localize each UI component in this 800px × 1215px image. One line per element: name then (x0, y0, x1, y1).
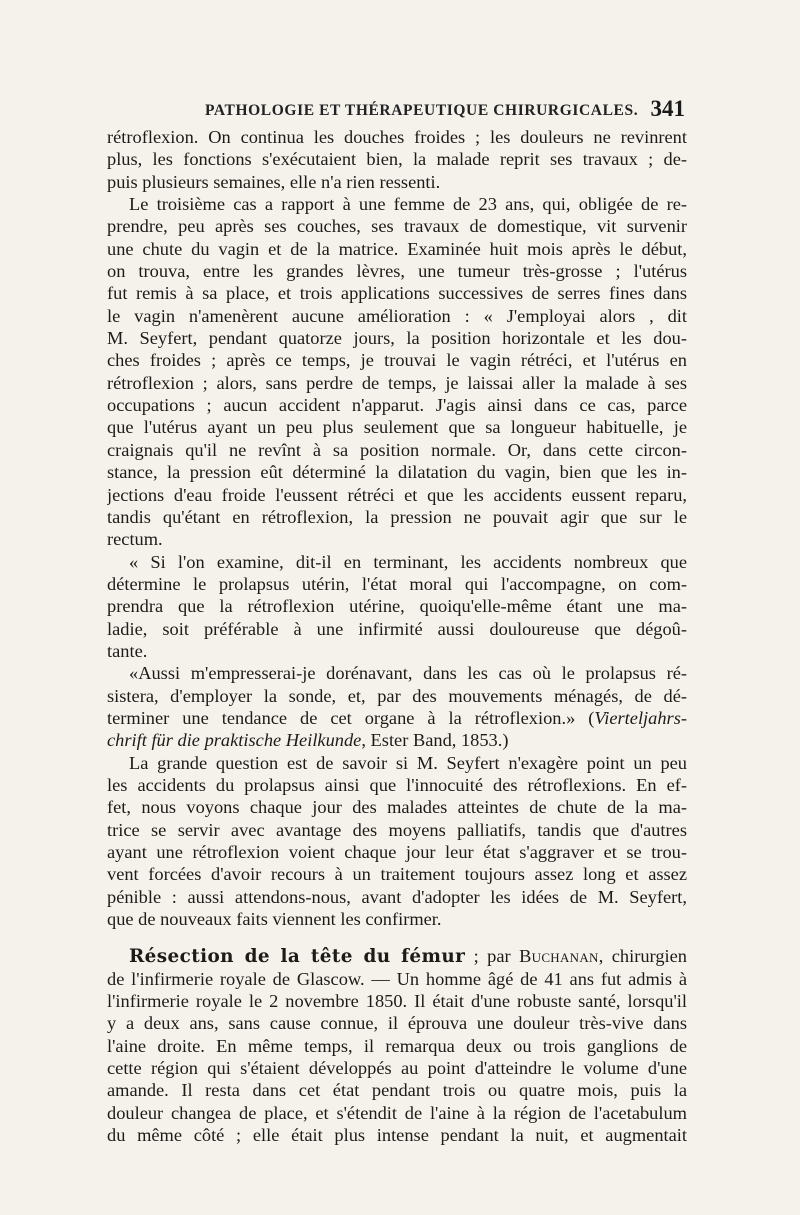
paragraph-commentary (107, 752, 687, 931)
text-line: rectum. (107, 529, 163, 550)
text-line: trice se servir avec avantage des moyens palliatifs, tandis que d'autres (107, 819, 687, 840)
text-line: on trouva, entre les grandes lèvres, une tumeur très-grosse ; l'utérus (107, 261, 687, 282)
text-line: ladie, soit préférable à une infirmité aussi douloureuse que dégoû- (107, 618, 687, 639)
text-line: sistera, d'employer la sonde, et, par des mouvements ménagés, de dé- (107, 685, 687, 706)
body-text (107, 126, 687, 1146)
citation-paren: ( (588, 707, 595, 728)
text-line: détermine le prolapsus utérin, l'état moral qui l'accompagne, on com- (107, 573, 687, 594)
text-line: vent forcées d'avoir recours à un traitement toujours assez long et assez (107, 864, 687, 885)
text-line: l'aine droite. En même temps, il remarqua deux ou trois ganglions de (107, 1035, 687, 1056)
text-line: douleur changea de place, et s'étendit de l'aine à la région de l'acetabulum (107, 1102, 687, 1123)
text-line: stance, la pression eût déterminé la dilatation du vagin, bien que les in- (107, 462, 687, 483)
text-line: prendre, peu après ses couches, ses travaux de domestique, vit survenir (107, 216, 687, 237)
text-line: « Si l'on examine, dit-il en terminant, les accidents nombreux que (129, 551, 687, 572)
text-line: rétroflexion. On continua les douches froides ; les douleurs ne revinrent (107, 127, 687, 147)
text-line: ayant une rétroflexion voient chaque jour leur état s'aggraver et se trou- (107, 842, 687, 862)
text-line: La grande question est de savoir si M. Seyfert n'exagère point un peu (129, 752, 687, 773)
citation-rest: , Ester Band, 1853.) (361, 730, 509, 751)
paragraph-third-case (107, 193, 687, 551)
text-line: fut remis à sa place, et trois applications successives de serres fines dans (107, 283, 687, 304)
section-gap (107, 930, 687, 945)
text-line: l'infirmerie royale le 2 novembre 1850. Il était d'une robuste santé, lorsqu'il (107, 991, 687, 1012)
text-segment: ; par (465, 946, 520, 967)
author-name: Buchanan (519, 946, 599, 967)
text-line: le vagin n'amenèrent aucune amélioration : « J'employai alors , dit (107, 305, 687, 326)
text-line: que de nouveaux faits viennent les confirmer. (107, 909, 442, 930)
text-line: tandis qu'étant en rétroflexion, la pression ne pouvait agir que sur le (107, 506, 687, 527)
text-line: jections d'eau froide l'eussent rétréci et que les accidents eussent reparu, (107, 484, 687, 505)
text-line: ches froides ; après ce temps, je trouvai le vagin rétréci, et l'utérus en (107, 350, 687, 371)
text-line (107, 707, 687, 729)
text-line: fet, nous voyons chaque jour des malades atteintes de chute de la ma- (107, 797, 687, 818)
paragraph-continuation (107, 126, 687, 193)
paragraph-quotation-end (107, 662, 687, 751)
running-head (205, 96, 685, 124)
text-line: rétroflexion ; alors, sans perdre de temps, je laissai aller la malade à ses (107, 372, 687, 393)
text-line: y a deux ans, sans cause connue, il éprouva une douleur très-vive dans (107, 1013, 687, 1034)
text-line: M. Seyfert, pendant quatorze jours, la position horizontale et les dou- (107, 328, 687, 349)
paragraph-quotation (107, 551, 687, 663)
text-line: pénible : aussi attendons-nous, avant d'adopter les idées de M. Seyfert, (107, 886, 687, 907)
section-resection (107, 945, 687, 1146)
text-segment: terminer une tendance de cet organe à la rétroflexion.» (107, 707, 589, 728)
text-line: une chute du vagin et de la matrice. Examinée huit mois après le début, (107, 238, 687, 259)
running-title: PATHOLOGIE ET THÉRAPEUTIQUE CHIRURGICALES. (205, 102, 639, 119)
text-line: cette région qui s'étaient développés au point d'atteindre le volume d'une (107, 1058, 687, 1079)
text-line: occupations ; aucun accident n'apparut. J'agis ainsi dans ce cas, parce (107, 395, 687, 416)
text-line: du même côté ; elle était plus intense pendant la nuit, et augmentait (107, 1125, 687, 1146)
text-line (107, 729, 687, 751)
text-line: que l'utérus ayant un peu plus seulement que sa longueur habituelle, je (107, 417, 687, 438)
text-line: craignais qu'il ne revînt à sa position normale. Or, dans cette circon- (107, 439, 687, 460)
section-heading: Résection de la tête du fémur (129, 946, 466, 968)
text-line: amande. Il resta dans cet état pendant trois ou quatre mois, puis la (107, 1080, 687, 1101)
journal-title: Vierteljahrs- (594, 707, 687, 728)
text-line: «Aussi m'empresserai-je dorénavant, dans les cas où le prolapsus ré- (129, 663, 687, 684)
text-line: les accidents du prolapsus ainsi que l'innocuité des rétroflexions. En ef- (107, 774, 687, 795)
section-heading-line (107, 945, 687, 967)
text-line: Le troisième cas a rapport à une femme de 23 ans, qui, obligée de re- (129, 194, 687, 215)
page-number: 341 (650, 96, 685, 121)
text-line: tante. (107, 640, 148, 661)
journal-title: chrift für die praktische Heilkunde (107, 730, 362, 751)
text-line: prendra que la rétroflexion utérine, quoiqu'elle-même étant une ma- (107, 596, 687, 617)
text-line: de l'infirmerie royale de Glascow. — Un homme âgé de 41 ans fut admis à (107, 968, 687, 989)
text-line: puis plusieurs semaines, elle n'a rien ressenti. (107, 171, 441, 192)
text-segment: , chirurgien (598, 946, 687, 967)
text-line: plus, les fonctions s'exécutaient bien, la malade reprit ses travaux ; de- (107, 149, 687, 170)
